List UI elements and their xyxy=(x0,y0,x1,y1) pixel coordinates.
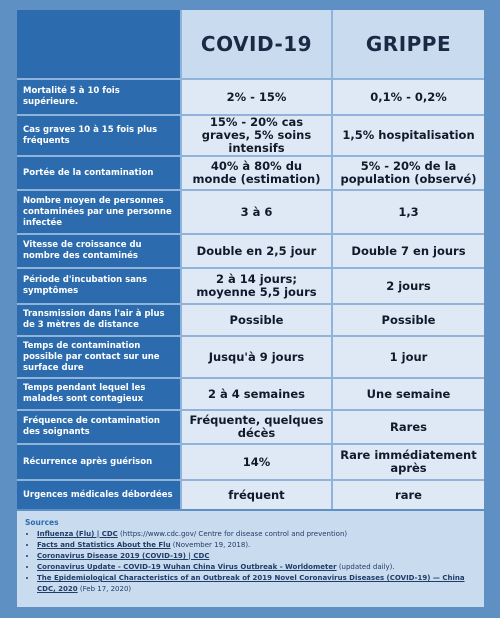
covid-value: Possible xyxy=(182,305,333,337)
table-row xyxy=(17,411,484,445)
grippe-value: Rare immédiatement après xyxy=(333,445,484,481)
table-corner-cell xyxy=(17,10,182,80)
source-item xyxy=(37,540,476,551)
grippe-value: 1,3 xyxy=(333,191,484,235)
table-row xyxy=(17,191,484,235)
source-item xyxy=(37,562,476,573)
row-label: Nombre moyen de personnes contaminées par une personne infectée xyxy=(17,191,182,235)
grippe-value: Une semaine xyxy=(333,379,484,411)
table-row xyxy=(17,157,484,191)
row-label: Période d'incubation sans symptômes xyxy=(17,269,182,305)
grippe-value: 0,1% - 0,2% xyxy=(333,80,484,116)
table-row xyxy=(17,337,484,379)
grippe-value: 1,5% hospitalisation xyxy=(333,116,484,157)
grippe-value: Double 7 en jours xyxy=(333,235,484,269)
source-note: (November 19, 2018). xyxy=(170,541,251,549)
covid-value: Double en 2,5 jour xyxy=(182,235,333,269)
row-label: Transmission dans l'air à plus de 3 mètres de distance xyxy=(17,305,182,337)
grippe-value: Rares xyxy=(333,411,484,445)
row-label: Urgences médicales débordées xyxy=(17,481,182,509)
source-link[interactable]: Facts and Statistics About the Flu xyxy=(37,541,171,549)
sources-title: Sources xyxy=(25,518,59,527)
table-row xyxy=(17,305,484,337)
covid-value: Fréquente, quelques décès xyxy=(182,411,333,445)
grippe-value: 1 jour xyxy=(333,337,484,379)
source-item xyxy=(37,551,476,562)
row-label: Temps pendant lequel les malades sont contagieux xyxy=(17,379,182,411)
source-note: (updated daily). xyxy=(336,563,395,571)
grippe-value: Possible xyxy=(333,305,484,337)
table-row xyxy=(17,269,484,305)
row-label: Cas graves 10 à 15 fois plus fréquents xyxy=(17,116,182,157)
source-item xyxy=(37,573,476,595)
covid-value: fréquent xyxy=(182,481,333,509)
row-label: Fréquence de contamination des soignants xyxy=(17,411,182,445)
source-item xyxy=(37,529,476,540)
grippe-value: 2 jours xyxy=(333,269,484,305)
grippe-value: 5% - 20% de la population (observé) xyxy=(333,157,484,191)
covid-value: 2 à 4 semaines xyxy=(182,379,333,411)
grippe-value: rare xyxy=(333,481,484,509)
table-row xyxy=(17,80,484,116)
comparison-table-container xyxy=(17,10,484,509)
table-row xyxy=(17,116,484,157)
covid-value: 40% à 80% du monde (estimation) xyxy=(182,157,333,191)
sources-panel xyxy=(17,511,484,607)
covid-value: 2 à 14 jours; moyenne 5,5 jours xyxy=(182,269,333,305)
covid-value: 15% - 20% cas graves, 5% soins intensifs xyxy=(182,116,333,157)
table-row xyxy=(17,235,484,269)
row-label: Récurrence après guérison xyxy=(17,445,182,481)
column-header-covid: COVID-19 xyxy=(182,10,333,80)
column-header-grippe: GRIPPE xyxy=(333,10,484,80)
covid-value: 14% xyxy=(182,445,333,481)
covid-value: Jusqu'à 9 jours xyxy=(182,337,333,379)
source-note: (Feb 17, 2020) xyxy=(77,585,132,593)
row-label: Vitesse de croissance du nombre des contaminés xyxy=(17,235,182,269)
comparison-table xyxy=(17,10,484,509)
table-row xyxy=(17,481,484,509)
source-note: (https://www.cdc.gov/ Centre for disease control and prevention) xyxy=(117,530,348,538)
row-label: Portée de la contamination xyxy=(17,157,182,191)
source-link[interactable]: Coronavirus Update - COVID-19 Wuhan China Virus Outbreak - Worldometer xyxy=(37,563,337,571)
table-row xyxy=(17,445,484,481)
source-link[interactable]: The Epidemiological Characteristics of an Outbreak of 2019 Novel Coronavirus Diseases (COVID-19) — China CDC, 2020 xyxy=(37,574,465,593)
source-link[interactable]: Coronavirus Disease 2019 (COVID-19) | CDC xyxy=(37,552,210,560)
covid-value: 3 à 6 xyxy=(182,191,333,235)
table-row xyxy=(17,379,484,411)
source-link[interactable]: Influenza (Flu) | CDC xyxy=(37,530,118,538)
sources-list xyxy=(25,529,476,595)
row-label: Mortalité 5 à 10 fois supérieure. xyxy=(17,80,182,116)
covid-value: 2% - 15% xyxy=(182,80,333,116)
row-label: Temps de contamination possible par contact sur une surface dure xyxy=(17,337,182,379)
